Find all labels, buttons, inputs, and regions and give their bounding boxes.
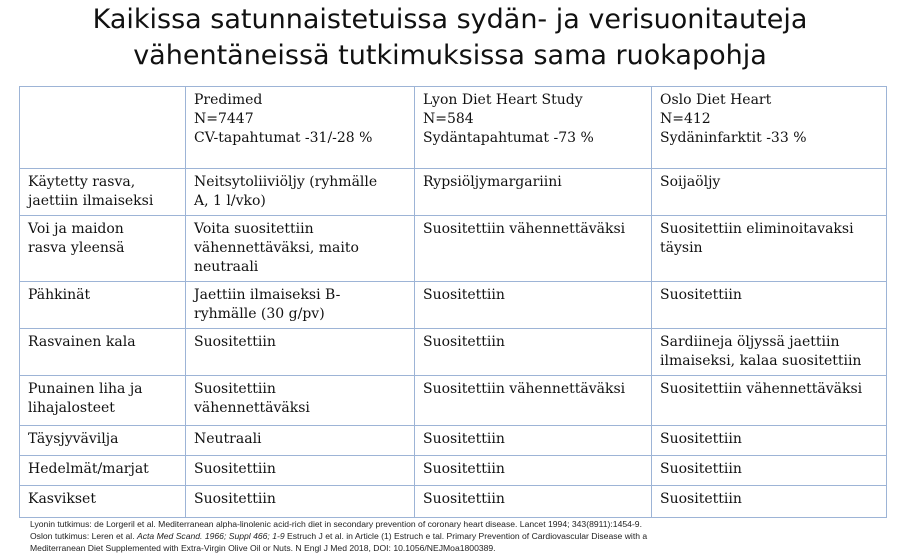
- row-label: [20, 282, 186, 329]
- cell-lyon: [415, 426, 652, 456]
- cell-lyon: [415, 456, 652, 486]
- table-row: [20, 426, 887, 456]
- reference-predimed-prefix: Estruch J et al. in Article (1) Estruch e tal. Primary Prevention of Cardiovascular Disease with a: [284, 531, 648, 541]
- header-oslo-line: Oslo Diet Heart: [660, 92, 772, 108]
- cell-predimed-line: Voita suositettiin: [194, 221, 314, 237]
- reference-oslo-citation: Acta Med Scand. 1966; Suppl 466; 1-9: [137, 531, 285, 541]
- cell-predimed: [186, 456, 415, 486]
- table-row: [20, 282, 887, 329]
- header-lyon-line: Sydäntapahtumat -73 %: [423, 130, 594, 146]
- row-label-line: Voi ja maidon: [28, 221, 124, 237]
- cell-oslo-line: Suositettiin: [660, 491, 742, 507]
- cell-oslo-line: Soijaöljy: [660, 174, 721, 190]
- cell-predimed: [186, 486, 415, 518]
- table-row: [20, 486, 887, 518]
- cell-lyon: [415, 376, 652, 426]
- header-oslo: [652, 87, 887, 169]
- cell-lyon: [415, 486, 652, 518]
- title-line-1: Kaikissa satunnaistetuissa sydän- ja verisuonitauteja: [92, 4, 808, 35]
- cell-predimed-line: Neutraali: [194, 431, 262, 447]
- cell-lyon-line: Suositettiin: [423, 491, 505, 507]
- cell-oslo: [652, 216, 887, 282]
- header-predimed-line: N=7447: [194, 111, 254, 127]
- header-oslo-line: Sydäninfarktit -33 %: [660, 130, 807, 146]
- header-predimed-line: CV-tapahtumat -31/-28 %: [194, 130, 373, 146]
- cell-predimed-line: A, 1 l/vko): [194, 193, 266, 209]
- slide-title: [0, 0, 900, 74]
- header-lyon-line: N=584: [423, 111, 474, 127]
- table-row: [20, 456, 887, 486]
- cell-oslo: [652, 486, 887, 518]
- cell-predimed: [186, 376, 415, 426]
- row-label-line: jaettiin ilmaiseksi: [28, 193, 154, 209]
- cell-oslo: [652, 376, 887, 426]
- table-header-row: [20, 87, 887, 169]
- cell-oslo-line: Suositettiin: [660, 461, 742, 477]
- row-label-line: Punainen liha ja: [28, 381, 143, 397]
- table-row: [20, 376, 887, 426]
- cell-predimed-line: neutraali: [194, 259, 259, 275]
- cell-lyon-line: Suositettiin vähennettäväksi: [423, 381, 626, 397]
- row-label-line: rasva yleensä: [28, 240, 125, 256]
- row-label: [20, 376, 186, 426]
- references: [30, 518, 890, 554]
- cell-oslo-line: Suositettiin: [660, 431, 742, 447]
- header-empty-cell-line: [28, 110, 179, 129]
- cell-predimed-line: ryhmälle (30 g/pv): [194, 306, 325, 322]
- reference-line-3: Mediterranean Diet Supplemented with Extra-Virgin Olive Oil or Nuts. N Engl J Med 2018, DOI: 10.1056/NEJMoa1800389.: [30, 543, 496, 553]
- cell-oslo-line: Suositettiin: [660, 287, 742, 303]
- row-label-line: Kasvikset: [28, 491, 96, 507]
- row-label: [20, 486, 186, 518]
- cell-oslo-line: Suositettiin vähennettäväksi: [660, 381, 863, 397]
- cell-predimed: [186, 426, 415, 456]
- header-empty-cell-line: [28, 91, 179, 110]
- cell-lyon-line: Rypsiöljymargariini: [423, 174, 562, 190]
- row-label: [20, 426, 186, 456]
- cell-oslo-line: Suositettiin eliminoitavaksi: [660, 221, 854, 237]
- cell-predimed-line: Suositettiin: [194, 491, 276, 507]
- row-label-line: Täysjyvävilja: [28, 431, 119, 447]
- cell-predimed-line: Suositettiin: [194, 461, 276, 477]
- cell-predimed: [186, 282, 415, 329]
- cell-lyon-line: Suositettiin: [423, 287, 505, 303]
- row-label-line: Rasvainen kala: [28, 334, 136, 350]
- row-label: [20, 329, 186, 376]
- cell-predimed-line: Jaettiin ilmaiseksi B-: [194, 287, 341, 303]
- row-label-line: Hedelmät/marjat: [28, 461, 149, 477]
- table-row: [20, 169, 887, 216]
- row-label-line: Pähkinät: [28, 287, 91, 303]
- cell-predimed: [186, 169, 415, 216]
- reference-line-1: Lyonin tutkimus: de Lorgeril et al. Mediterranean alpha-linolenic acid-rich diet in secondary prevention of coronary heart disease. Lancet 1994; 343(8911):1454-9.: [30, 519, 642, 529]
- header-lyon-line: Lyon Diet Heart Study: [423, 92, 583, 108]
- cell-predimed-line: Neitsytoliiviöljy (ryhmälle: [194, 174, 378, 190]
- table-row: [20, 329, 887, 376]
- header-empty-cell-line: [28, 129, 179, 148]
- cell-lyon-line: Suositettiin vähennettäväksi: [423, 221, 626, 237]
- cell-predimed-line: vähennettäväksi, maito: [194, 240, 359, 256]
- cell-lyon: [415, 329, 652, 376]
- row-label: [20, 456, 186, 486]
- title-line-2: vähentäneissä tutkimuksissa sama ruokapohja: [133, 40, 767, 71]
- cell-oslo: [652, 426, 887, 456]
- cell-lyon-line: Suositettiin: [423, 431, 505, 447]
- cell-oslo: [652, 282, 887, 329]
- diet-comparison-table: [19, 86, 887, 518]
- cell-predimed-line: Suositettiin: [194, 381, 276, 397]
- row-label-line: lihajalosteet: [28, 400, 115, 416]
- cell-oslo-line: täysin: [660, 240, 703, 256]
- header-predimed: [186, 87, 415, 169]
- row-label-line: Käytetty rasva,: [28, 174, 136, 190]
- header-lyon: [415, 87, 652, 169]
- row-label: [20, 169, 186, 216]
- cell-oslo: [652, 329, 887, 376]
- cell-predimed-line: Suositettiin: [194, 334, 276, 350]
- header-predimed-line: Predimed: [194, 92, 263, 108]
- cell-lyon-line: Suositettiin: [423, 461, 505, 477]
- cell-oslo-line: ilmaiseksi, kalaa suositettiin: [660, 353, 862, 369]
- reference-oslo-prefix: Oslon tutkimus: Leren et al.: [30, 531, 137, 541]
- cell-lyon-line: Suositettiin: [423, 334, 505, 350]
- header-empty-cell: [20, 87, 186, 169]
- cell-predimed: [186, 216, 415, 282]
- row-label: [20, 216, 186, 282]
- cell-lyon: [415, 282, 652, 329]
- cell-predimed: [186, 329, 415, 376]
- cell-oslo: [652, 169, 887, 216]
- cell-lyon: [415, 169, 652, 216]
- cell-lyon: [415, 216, 652, 282]
- table-row: [20, 216, 887, 282]
- cell-oslo-line: Sardiineja öljyssä jaettiin: [660, 334, 840, 350]
- header-oslo-line: N=412: [660, 111, 711, 127]
- cell-oslo: [652, 456, 887, 486]
- cell-predimed-line: vähennettäväksi: [194, 400, 310, 416]
- reference-line-2: [30, 530, 890, 542]
